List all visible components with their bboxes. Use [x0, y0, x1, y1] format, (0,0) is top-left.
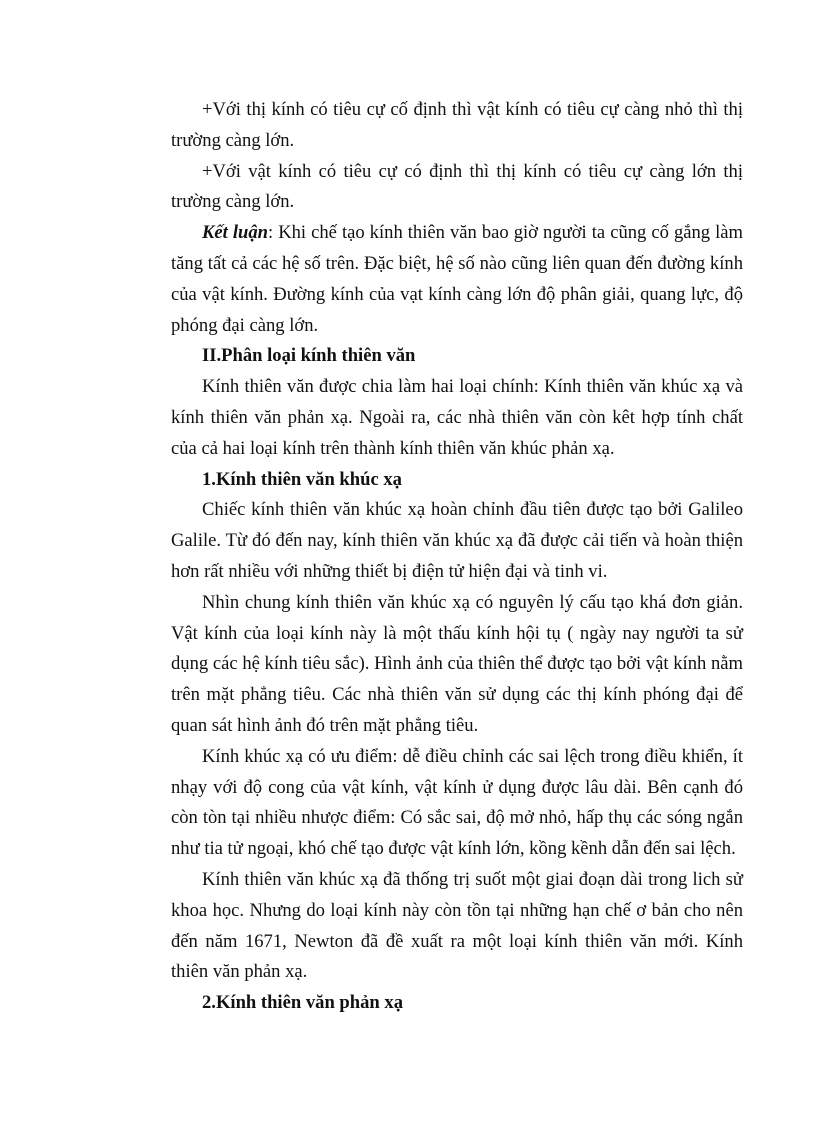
- paragraph-conclusion: [171, 218, 743, 341]
- paragraph-history: Kính thiên văn khúc xạ đã thống trị suốt một giai đoạn dài trong lich sử khoa học. Nhưng do loại kính này còn tồn tại những hạn chế ơ bản cho nên đến năm 1671, Newton đã đề xuất ra một loại kính thiên văn mới. Kính thiên văn phản xạ.: [171, 868, 743, 983]
- paragraph-galileo: Chiếc kính thiên văn khúc xạ hoàn chỉnh đầu tiên được tạo bởi Galileo Galile. Từ đó đến nay, kính thiên văn khúc xạ đã được cải tiến và hoàn thiện hơn rất nhiều với những thiết bị điện tử hiện đại và tinh vi.: [171, 499, 743, 582]
- paragraph-principle: Nhìn chung kính thiên văn khúc xạ có nguyên lý cấu tạo khá đơn giản. Vật kính của loại kính này là một thấu kính hội tụ ( ngày nay người ta sử dụng các hệ kính tiêu sắc). Hình ảnh của thiên thể được tạo bởi vật kính nằm trên mặt phẳng tiêu. Các nhà thiên văn sử dụng các thị kính phóng đại để quan sát hình ảnh đó trên mặt phẳng tiêu.: [171, 591, 743, 736]
- page-body: [171, 95, 743, 1019]
- paragraph-objective-fixed: +Với vật kính có tiêu cự có định thì thị kính có tiêu cự càng lớn thị trường càng lớn.: [171, 160, 743, 213]
- subheading-reflecting-telescope: 2.Kính thiên văn phản xạ: [202, 992, 403, 1014]
- subheading-refracting-telescope: 1.Kính thiên văn khúc xạ: [202, 468, 402, 490]
- paragraph-classification: Kính thiên văn được chia làm hai loại chính: Kính thiên văn khúc xạ và kính thiên văn phản xạ. Ngoài ra, các nhà thiên văn còn kêt hợp tính chất của cả hai loại kính trên thành kính thiên văn khúc phản xạ.: [171, 376, 743, 459]
- paragraph-eyepiece-fixed: +Với thị kính có tiêu cự cố định thì vật kính có tiêu cự càng nhỏ thì thị trường càng lớn.: [171, 99, 743, 151]
- section-heading-classification: II.Phân loại kính thiên văn: [202, 345, 416, 367]
- conclusion-text: : Khi chế tạo kính thiên văn bao giờ người ta cũng cố gắng làm tăng tất cả các hệ số trên. Đặc biệt, hệ số nào cũng liên quan đến đường kính của vật kính. Đường kính của vạt kính càng lớn độ phân giải, quang lực, độ phóng đại càng lớn.: [171, 222, 743, 336]
- conclusion-label: Kết luận: [202, 222, 268, 244]
- paragraph-pros-cons: Kính khúc xạ có ưu điểm: dễ điều chỉnh các sai lệch trong điều khiển, ít nhạy với độ cong của vật kính, vật kính ử dụng được lâu dài. Bên cạnh đó còn tòn tại nhiều nhược điểm: Có sắc sai, độ mở nhỏ, hấp thụ các sóng ngắn như tia tử ngoại, khó chế tạo được vật kính lớn, kồng kềnh dẫn đến sai lệch.: [171, 745, 743, 860]
